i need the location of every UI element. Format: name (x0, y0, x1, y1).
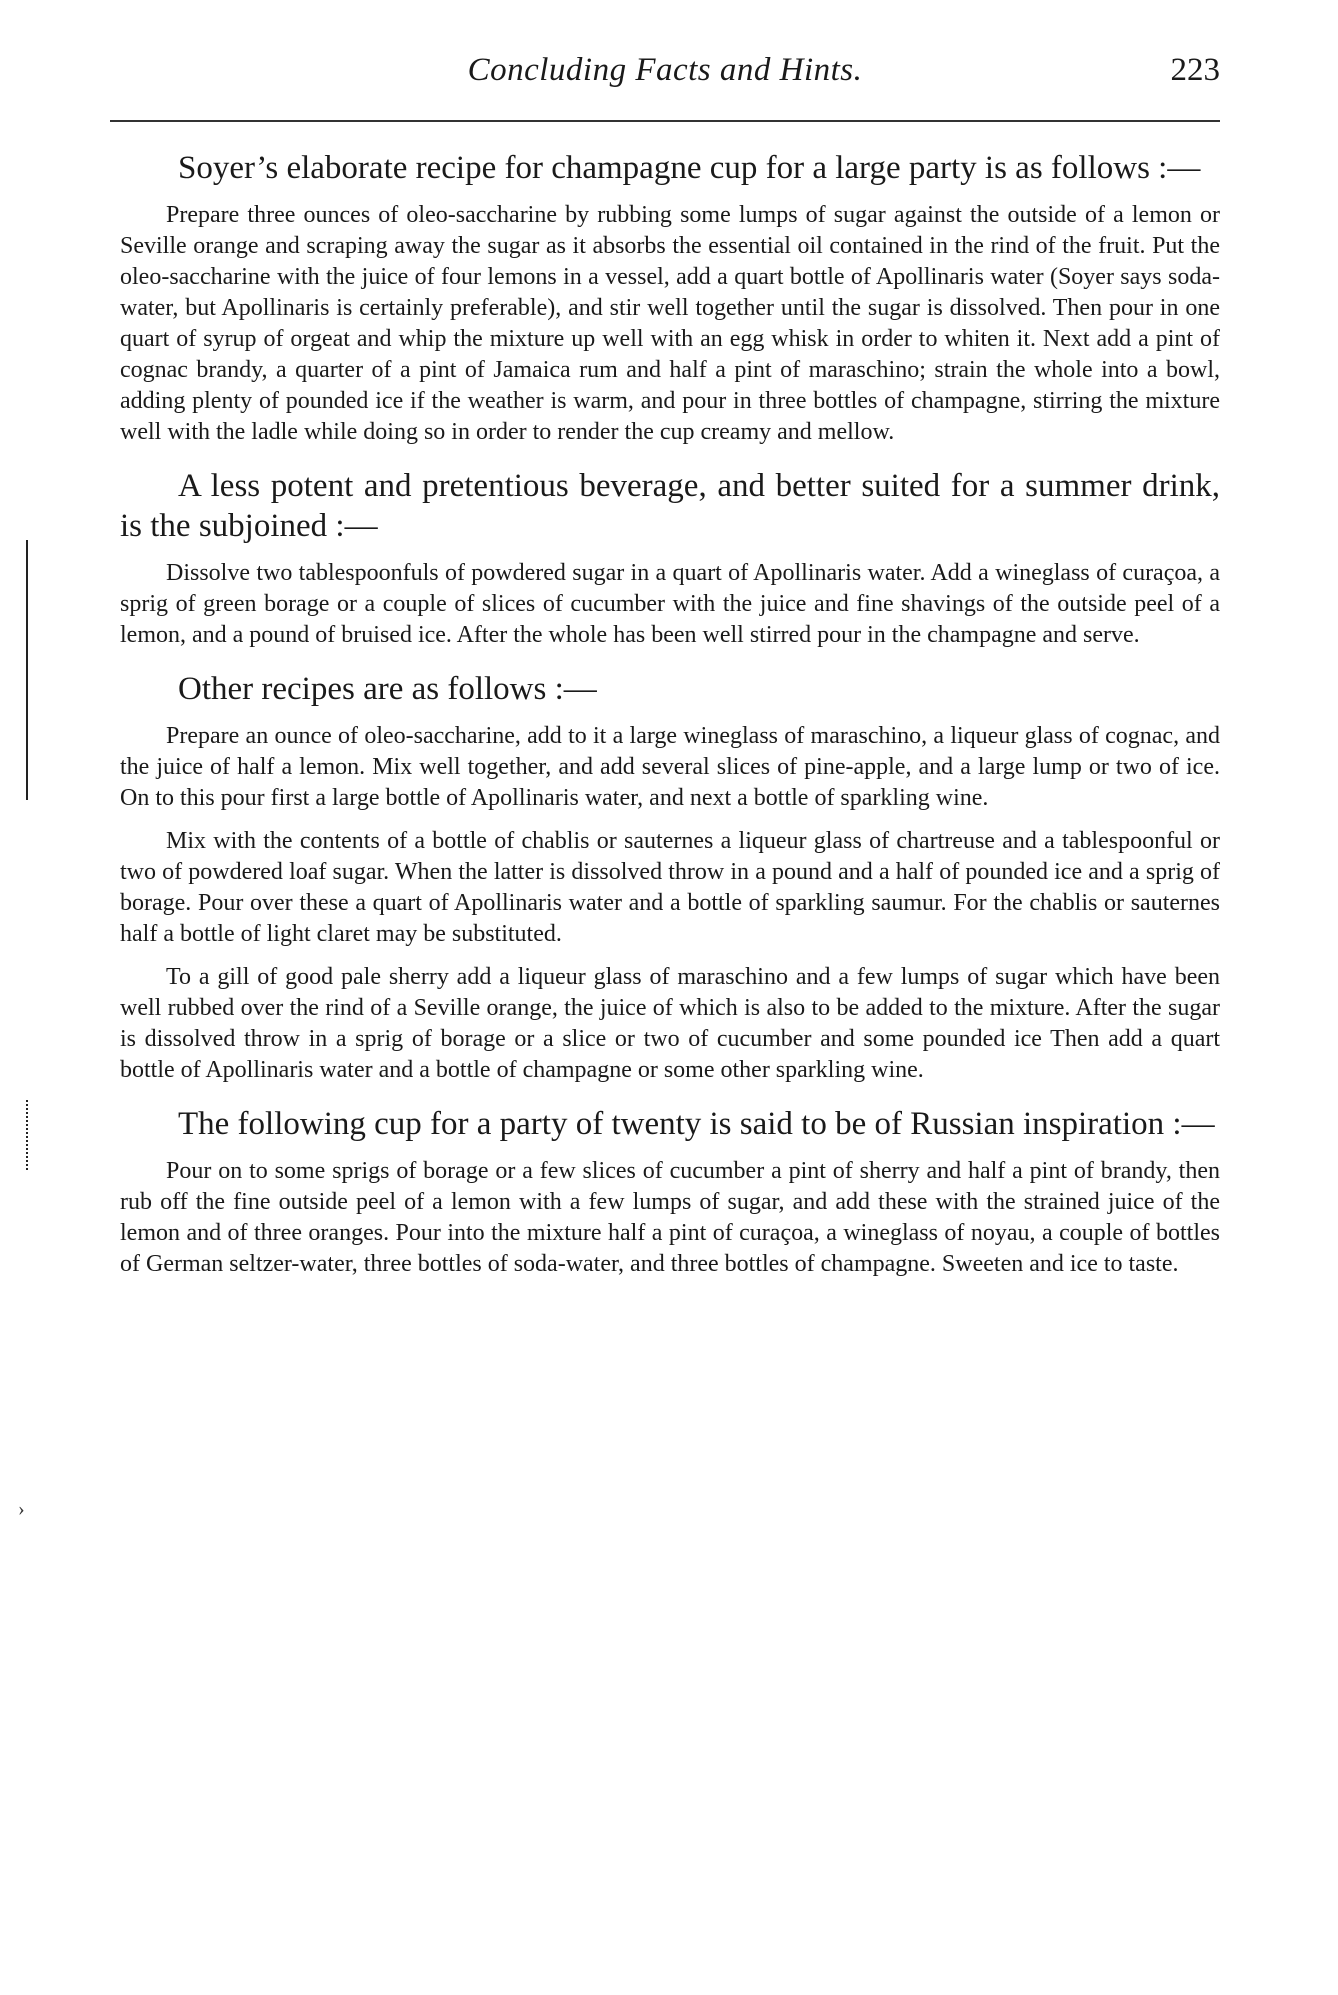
recipe-paragraph: Prepare three ounces of oleo-saccharine by rubbing some lumps of sugar against the outside of a lemon or Seville orange and scraping away the sugar as it absorbs the essential oil contained in the rind of the fruit. Put the oleo-saccharine with the juice of four lemons in a vessel, add a quart bottle of Apollinaris water (Soyer says soda-water, but Apollinaris is certainly preferable), and stir well together until the sugar is dissolved. Then pour in one quart of syrup of orgeat and whip the mixture up well with an egg whisk in order to whiten it. Next add a pint of cognac brandy, a quarter of a pint of Jamaica rum and half a pint of maraschino; strain the whole into a bowl, adding plenty of pounded ice if the weather is warm, and pour in three bottles of champagne, stirring the mixture well with the ladle while doing so in order to render the cup creamy and mellow. (120, 202, 1220, 445)
page-number: 223 (1170, 52, 1220, 88)
page-header (110, 52, 1220, 102)
running-title: Concluding Facts and Hints. (467, 52, 863, 88)
section-intro: The following cup for a party of twenty is said to be of Russian inspiration :— (178, 1106, 1215, 1142)
recipe-paragraph: Mix with the contents of a bottle of chablis or sauternes a liqueur glass of chartreuse and a tablespoonful or two of powdered loaf sugar. When the latter is dissolved throw in a pound and a half of pounded ice and a sprig of borage. Pour over these a quart of Apollinaris water and a bottle of sparkling saumur. For the chablis or sauternes half a bottle of light claret may be substituted. (120, 828, 1220, 947)
section-intro: Other recipes are as follows :— (178, 671, 597, 707)
margin-mark-chevron: › (18, 1498, 25, 1520)
recipe-paragraph: Dissolve two tablespoonfuls of powdered sugar in a quart of Apollinaris water. Add a wineglass of curaçoa, a sprig of green borage or a couple of slices of cucumber with the juice and fine shavings of the outside peel of a lemon, and a pound of bruised ice. After the whole has been well stirred pour in the champagne and serve. (120, 560, 1220, 648)
margin-mark-line (26, 540, 28, 800)
recipe-section-soyer (120, 148, 1220, 448)
recipe-section-other (120, 669, 1220, 1086)
recipe-section-summer (120, 466, 1220, 651)
recipe-section-russian (120, 1104, 1220, 1280)
recipe-paragraph: To a gill of good pale sherry add a liqueur glass of maraschino and a few lumps of sugar which have been well rubbed over the rind of a Seville orange, the juice of which is also to be added to the mixture. After the sugar is dissolved throw in a sprig of borage or a slice or two of cucumber and some pounded ice Then add a quart bottle of Apollinaris water and a bottle of champagne or some other sparkling wine. (120, 964, 1220, 1083)
recipe-paragraph: Pour on to some sprigs of borage or a few slices of cucumber a pint of sherry and half a pint of brandy, then rub off the fine outside peel of a lemon with a few lumps of sugar, and add these with the strained juice of the lemon and of three oranges. Pour into the mixture half a pint of curaçoa, a wineglass of noyau, a couple of bottles of German seltzer-water, three bottles of soda-water, and three bottles of champagne. Sweeten and ice to taste. (120, 1158, 1220, 1277)
header-rule (110, 120, 1220, 122)
page-content (120, 148, 1220, 1280)
recipe-paragraph: Prepare an ounce of oleo-saccharine, add to it a large wineglass of maraschino, a liqueur glass of cognac, and the juice of half a lemon. Mix well together, and add several slices of pine-apple, and a large lump or two of ice. On to this pour first a large bottle of Apollinaris water, and next a bottle of sparkling wine. (120, 723, 1220, 811)
section-intro: A less potent and pretentious beverage, and better suited for a summer drink, is the subjoined :— (120, 468, 1220, 544)
section-intro: Soyer’s elaborate recipe for champagne cup for a large party is as follows :— (178, 150, 1201, 186)
margin-mark-line (26, 1100, 28, 1170)
